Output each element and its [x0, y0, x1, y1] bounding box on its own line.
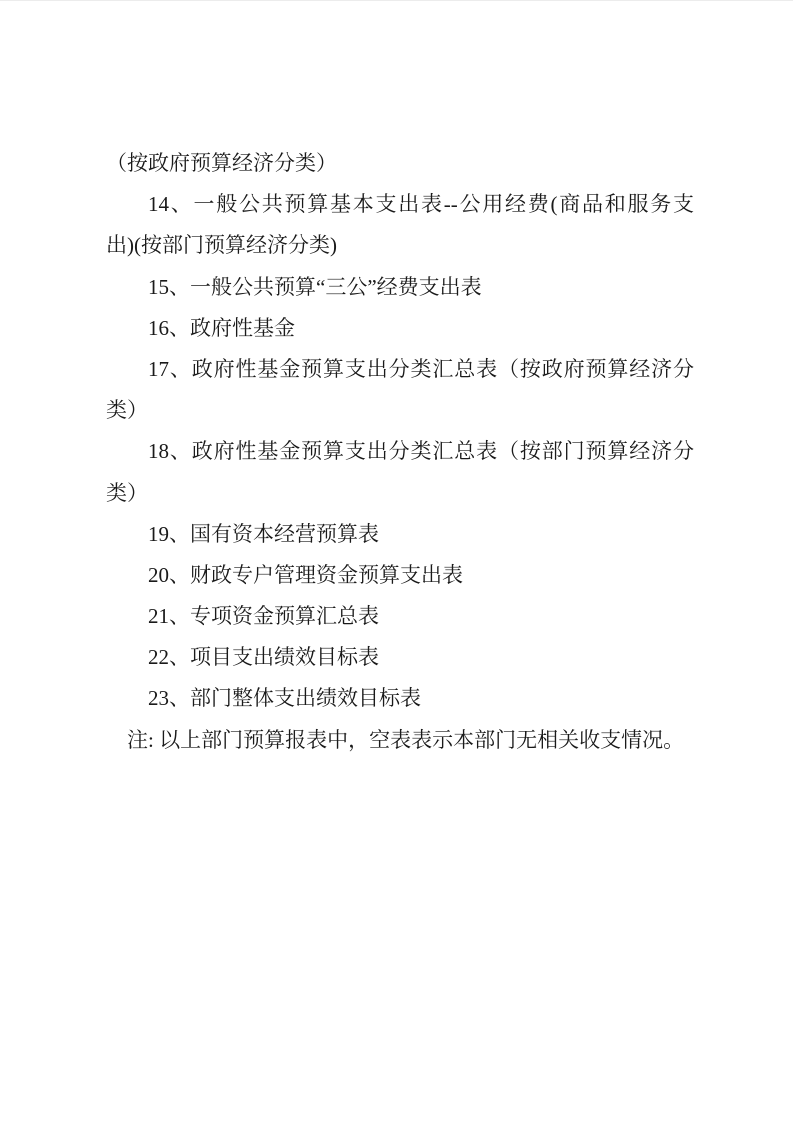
doc-line-item19: 19、国有资本经营预算表: [148, 521, 379, 546]
document-body: [106, 143, 694, 761]
doc-line-item23: 23、部门整体支出绩效目标表: [148, 686, 421, 711]
doc-line-item16: 16、政府性基金: [148, 315, 295, 340]
doc-line-item18: 18、政府性基金预算支出分类汇总表（按部门预算经济分: [148, 439, 694, 464]
doc-line-item18-continuation: 类）: [106, 480, 148, 505]
doc-line-item17-continuation: 类）: [106, 398, 148, 423]
doc-line-item14: 14、一般公共预算基本支出表--公用经费(商品和服务支: [148, 192, 694, 217]
doc-line-item20: 20、财政专户管理资金预算支出表: [148, 562, 463, 587]
doc-line-note: 注: 以上部门预算报表中，空表表示本部门无相关收支情况。: [127, 727, 685, 752]
doc-line-item14-continuation: 出)(按部门预算经济分类): [106, 233, 337, 258]
doc-line-item22: 22、项目支出绩效目标表: [148, 645, 379, 670]
doc-line-item17: 17、政府性基金预算支出分类汇总表（按政府预算经济分: [148, 356, 694, 381]
doc-line-item15: 15、一般公共预算“三公”经费支出表: [148, 274, 482, 299]
doc-line-item21: 21、专项资金预算汇总表: [148, 604, 379, 629]
doc-line-item13-continuation: （按政府预算经济分类）: [106, 151, 337, 175]
